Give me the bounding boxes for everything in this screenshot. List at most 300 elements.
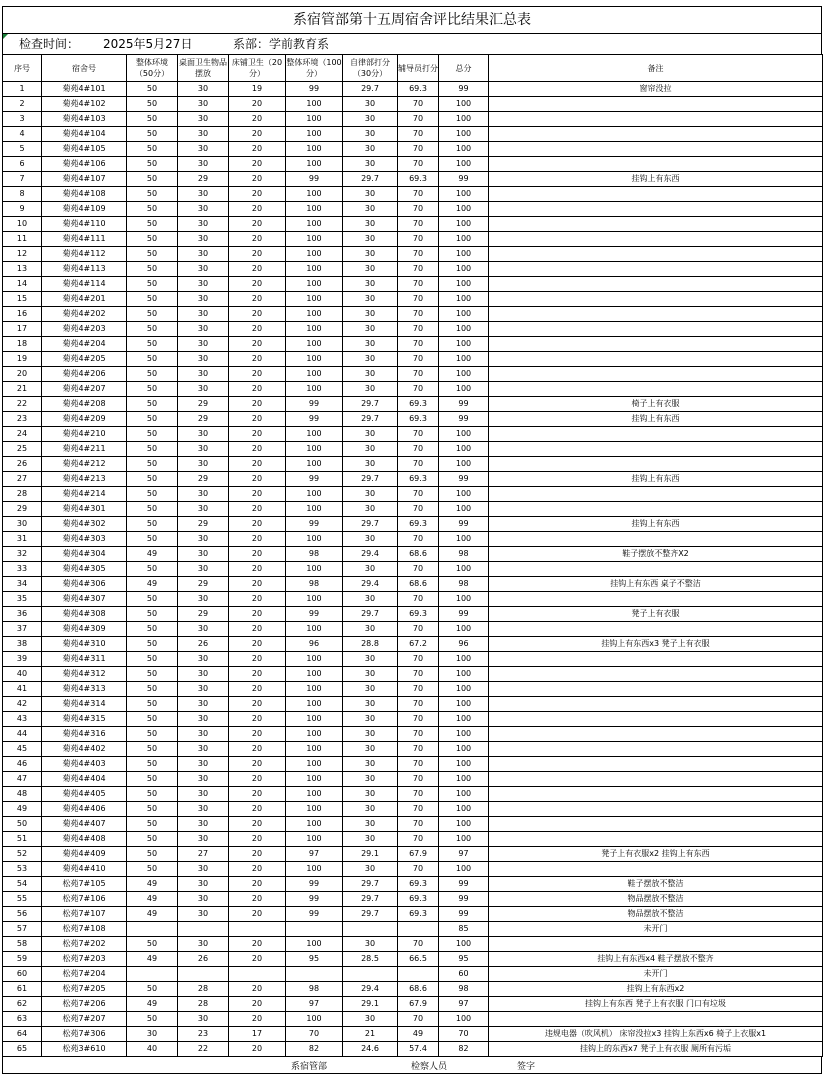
table-row xyxy=(3,622,823,637)
cell-index: 35 xyxy=(3,592,42,607)
cell-remarks xyxy=(489,217,823,232)
cell-remarks xyxy=(489,787,823,802)
cell-overall: 100 xyxy=(286,367,343,382)
cell-index: 36 xyxy=(3,607,42,622)
cell-bed: 20 xyxy=(229,307,286,322)
cell-counselor: 70 xyxy=(398,532,439,547)
table-row xyxy=(3,982,823,997)
cell-environment: 50 xyxy=(127,742,178,757)
cell-discipline: 29.7 xyxy=(343,472,398,487)
cell-room: 松苑7#204 xyxy=(42,967,127,982)
spreadsheet xyxy=(2,6,822,1074)
cell-room: 菊苑4#409 xyxy=(42,847,127,862)
cell-counselor: 57.4 xyxy=(398,1042,439,1057)
cell-remarks xyxy=(489,442,823,457)
cell-room: 菊苑4#203 xyxy=(42,322,127,337)
cell-environment: 49 xyxy=(127,547,178,562)
cell-index: 62 xyxy=(3,997,42,1012)
info-row xyxy=(2,33,822,54)
cell-environment: 50 xyxy=(127,487,178,502)
cell-remarks: 物品摆放不整洁 xyxy=(489,907,823,922)
cell-discipline: 30 xyxy=(343,382,398,397)
cell-discipline: 30 xyxy=(343,532,398,547)
cell-desk: 29 xyxy=(178,472,229,487)
cell-environment: 50 xyxy=(127,862,178,877)
cell-desk: 30 xyxy=(178,562,229,577)
cell-counselor: 70 xyxy=(398,427,439,442)
cell-environment: 50 xyxy=(127,802,178,817)
cell-desk: 30 xyxy=(178,187,229,202)
cell-desk: 30 xyxy=(178,442,229,457)
cell-total: 100 xyxy=(439,97,489,112)
cell-remarks xyxy=(489,532,823,547)
cell-bed: 20 xyxy=(229,487,286,502)
cell-environment: 50 xyxy=(127,352,178,367)
cell-counselor: 70 xyxy=(398,307,439,322)
cell-index: 37 xyxy=(3,622,42,637)
cell-bed: 20 xyxy=(229,697,286,712)
cell-overall: 100 xyxy=(286,97,343,112)
cell-total: 100 xyxy=(439,502,489,517)
cell-index: 28 xyxy=(3,487,42,502)
cell-environment: 50 xyxy=(127,382,178,397)
cell-total: 100 xyxy=(439,112,489,127)
cell-bed: 20 xyxy=(229,577,286,592)
cell-environment: 50 xyxy=(127,592,178,607)
cell-bed: 20 xyxy=(229,397,286,412)
cell-index: 41 xyxy=(3,682,42,697)
cell-remarks xyxy=(489,862,823,877)
cell-bed: 20 xyxy=(229,562,286,577)
cell-desk: 30 xyxy=(178,232,229,247)
cell-remarks: 挂钩上有东西x2 xyxy=(489,982,823,997)
cell-remarks: 挂钩上有东西 xyxy=(489,472,823,487)
cell-counselor: 70 xyxy=(398,742,439,757)
cell-index: 59 xyxy=(3,952,42,967)
cell-remarks xyxy=(489,112,823,127)
cell-remarks xyxy=(489,97,823,112)
cell-total: 99 xyxy=(439,82,489,97)
cell-desk: 30 xyxy=(178,217,229,232)
cell-remarks xyxy=(489,832,823,847)
cell-environment: 50 xyxy=(127,502,178,517)
cell-desk: 30 xyxy=(178,622,229,637)
cell-overall: 98 xyxy=(286,982,343,997)
cell-discipline: 29.7 xyxy=(343,907,398,922)
header-index: 序号 xyxy=(3,55,42,82)
cell-remarks: 挂钩上有东西 xyxy=(489,172,823,187)
cell-overall: 100 xyxy=(286,142,343,157)
cell-total: 100 xyxy=(439,682,489,697)
cell-counselor: 70 xyxy=(398,322,439,337)
cell-room: 菊苑4#113 xyxy=(42,262,127,277)
cell-desk: 30 xyxy=(178,202,229,217)
cell-room: 松苑7#106 xyxy=(42,892,127,907)
cell-room: 菊苑4#410 xyxy=(42,862,127,877)
cell-total: 100 xyxy=(439,307,489,322)
cell-remarks xyxy=(489,622,823,637)
cell-environment: 50 xyxy=(127,832,178,847)
cell-discipline: 30 xyxy=(343,487,398,502)
cell-index: 6 xyxy=(3,157,42,172)
cell-total: 96 xyxy=(439,637,489,652)
cell-overall: 100 xyxy=(286,247,343,262)
cell-remarks: 挂钩上有东西 桌子不整洁 xyxy=(489,577,823,592)
cell-overall: 100 xyxy=(286,817,343,832)
cell-counselor: 68.6 xyxy=(398,577,439,592)
cell-room: 菊苑4#110 xyxy=(42,217,127,232)
cell-environment: 50 xyxy=(127,532,178,547)
cell-remarks xyxy=(489,652,823,667)
cell-overall: 100 xyxy=(286,502,343,517)
cell-index: 21 xyxy=(3,382,42,397)
cell-desk: 30 xyxy=(178,802,229,817)
cell-remarks: 凳子上有衣服x2 挂钩上有东西 xyxy=(489,847,823,862)
cell-bed: 20 xyxy=(229,142,286,157)
table-row xyxy=(3,757,823,772)
cell-index: 60 xyxy=(3,967,42,982)
cell-environment: 50 xyxy=(127,937,178,952)
cell-room: 菊苑4#205 xyxy=(42,352,127,367)
cell-total: 99 xyxy=(439,172,489,187)
cell-discipline: 29.1 xyxy=(343,847,398,862)
cell-total: 100 xyxy=(439,742,489,757)
cell-counselor: 69.3 xyxy=(398,82,439,97)
table-row xyxy=(3,367,823,382)
cell-desk: 27 xyxy=(178,847,229,862)
cell-room: 松苑7#107 xyxy=(42,907,127,922)
cell-total: 100 xyxy=(439,802,489,817)
cell-counselor: 70 xyxy=(398,592,439,607)
cell-room: 菊苑4#313 xyxy=(42,682,127,697)
table-row xyxy=(3,862,823,877)
cell-bed: 20 xyxy=(229,277,286,292)
cell-total: 100 xyxy=(439,592,489,607)
cell-environment xyxy=(127,922,178,937)
cell-discipline: 29.7 xyxy=(343,397,398,412)
cell-bed: 20 xyxy=(229,832,286,847)
cell-counselor: 70 xyxy=(398,352,439,367)
header-bed: 床铺卫生（20分） xyxy=(229,55,286,82)
cell-remarks xyxy=(489,1012,823,1027)
table-row xyxy=(3,877,823,892)
cell-discipline: 28.8 xyxy=(343,637,398,652)
header-row xyxy=(3,55,823,82)
table-row xyxy=(3,817,823,832)
cell-environment: 49 xyxy=(127,877,178,892)
cell-room: 菊苑4#112 xyxy=(42,247,127,262)
cell-counselor: 69.3 xyxy=(398,877,439,892)
cell-environment: 50 xyxy=(127,367,178,382)
header-counselor: 辅导员打分 xyxy=(398,55,439,82)
cell-overall: 100 xyxy=(286,457,343,472)
cell-index: 52 xyxy=(3,847,42,862)
cell-index: 34 xyxy=(3,577,42,592)
cell-discipline: 30 xyxy=(343,457,398,472)
cell-overall: 97 xyxy=(286,997,343,1012)
cell-counselor: 70 xyxy=(398,367,439,382)
cell-index: 54 xyxy=(3,877,42,892)
cell-environment: 50 xyxy=(127,82,178,97)
table-row xyxy=(3,907,823,922)
cell-environment: 50 xyxy=(127,142,178,157)
header-total: 总分 xyxy=(439,55,489,82)
cell-total: 100 xyxy=(439,427,489,442)
cell-counselor: 70 xyxy=(398,727,439,742)
table-row xyxy=(3,157,823,172)
cell-environment: 50 xyxy=(127,757,178,772)
cell-overall: 100 xyxy=(286,667,343,682)
cell-room: 菊苑4#305 xyxy=(42,562,127,577)
cell-index: 29 xyxy=(3,502,42,517)
cell-room: 菊苑4#303 xyxy=(42,532,127,547)
cell-discipline: 29.4 xyxy=(343,577,398,592)
cell-bed: 20 xyxy=(229,127,286,142)
table-row xyxy=(3,967,823,982)
cell-index: 19 xyxy=(3,352,42,367)
cell-desk: 30 xyxy=(178,1012,229,1027)
cell-discipline: 29.7 xyxy=(343,82,398,97)
cell-overall: 100 xyxy=(286,232,343,247)
table-row xyxy=(3,382,823,397)
cell-total: 98 xyxy=(439,547,489,562)
cell-room: 菊苑4#316 xyxy=(42,727,127,742)
cell-index: 23 xyxy=(3,412,42,427)
cell-index: 5 xyxy=(3,142,42,157)
table-row xyxy=(3,952,823,967)
cell-discipline: 29.7 xyxy=(343,517,398,532)
cell-index: 32 xyxy=(3,547,42,562)
cell-counselor: 70 xyxy=(398,862,439,877)
cell-discipline: 30 xyxy=(343,712,398,727)
table-row xyxy=(3,727,823,742)
cell-desk: 30 xyxy=(178,907,229,922)
cell-remarks xyxy=(489,202,823,217)
cell-index: 14 xyxy=(3,277,42,292)
cell-counselor: 70 xyxy=(398,337,439,352)
cell-bed: 20 xyxy=(229,787,286,802)
table-row xyxy=(3,277,823,292)
cell-discipline: 30 xyxy=(343,682,398,697)
cell-discipline: 30 xyxy=(343,562,398,577)
cell-discipline: 29.7 xyxy=(343,877,398,892)
table-row xyxy=(3,997,823,1012)
cell-room: 菊苑4#312 xyxy=(42,667,127,682)
cell-environment: 50 xyxy=(127,847,178,862)
cell-total: 100 xyxy=(439,232,489,247)
cell-discipline: 30 xyxy=(343,652,398,667)
cell-desk: 29 xyxy=(178,577,229,592)
cell-room: 菊苑4#302 xyxy=(42,517,127,532)
cell-remarks xyxy=(489,247,823,262)
cell-room: 松苑7#207 xyxy=(42,1012,127,1027)
cell-total: 70 xyxy=(439,1027,489,1042)
cell-desk: 26 xyxy=(178,637,229,652)
cell-overall: 99 xyxy=(286,607,343,622)
cell-total: 60 xyxy=(439,967,489,982)
cell-overall: 100 xyxy=(286,562,343,577)
cell-overall: 99 xyxy=(286,517,343,532)
cell-desk: 30 xyxy=(178,817,229,832)
cell-bed: 20 xyxy=(229,202,286,217)
cell-desk: 30 xyxy=(178,667,229,682)
cell-room: 菊苑4#315 xyxy=(42,712,127,727)
cell-environment xyxy=(127,967,178,982)
cell-index: 43 xyxy=(3,712,42,727)
cell-remarks xyxy=(489,367,823,382)
cell-discipline: 30 xyxy=(343,667,398,682)
cell-index: 64 xyxy=(3,1027,42,1042)
header-discipline: 自律部打分（30分） xyxy=(343,55,398,82)
cell-overall: 100 xyxy=(286,427,343,442)
cell-remarks xyxy=(489,232,823,247)
cell-overall: 100 xyxy=(286,727,343,742)
cell-bed: 19 xyxy=(229,82,286,97)
cell-room: 菊苑4#111 xyxy=(42,232,127,247)
cell-desk: 30 xyxy=(178,82,229,97)
cell-room: 松苑7#105 xyxy=(42,877,127,892)
cell-remarks xyxy=(489,592,823,607)
cell-desk: 30 xyxy=(178,787,229,802)
check-time-label: 检查时间： xyxy=(19,37,80,51)
table-row xyxy=(3,322,823,337)
cell-environment: 50 xyxy=(127,817,178,832)
cell-bed: 20 xyxy=(229,727,286,742)
cell-total: 100 xyxy=(439,322,489,337)
cell-overall: 100 xyxy=(286,337,343,352)
cell-overall: 100 xyxy=(286,697,343,712)
cell-remarks xyxy=(489,937,823,952)
cell-index: 47 xyxy=(3,772,42,787)
cell-bed: 20 xyxy=(229,892,286,907)
cell-counselor: 70 xyxy=(398,682,439,697)
cell-desk: 30 xyxy=(178,457,229,472)
cell-remarks: 违规电器（吹风机） 床帘没拉x3 挂钩上东西x6 椅子上衣服x1 xyxy=(489,1027,823,1042)
cell-bed: 20 xyxy=(229,667,286,682)
cell-index: 24 xyxy=(3,427,42,442)
cell-bed: 20 xyxy=(229,757,286,772)
cell-environment: 50 xyxy=(127,667,178,682)
table-row xyxy=(3,397,823,412)
table-row xyxy=(3,607,823,622)
cell-desk: 30 xyxy=(178,322,229,337)
table-row xyxy=(3,337,823,352)
cell-counselor: 70 xyxy=(398,382,439,397)
cell-bed: 17 xyxy=(229,1027,286,1042)
cell-marker-icon xyxy=(3,34,8,39)
cell-desk: 29 xyxy=(178,172,229,187)
cell-room: 菊苑4#407 xyxy=(42,817,127,832)
cell-index: 50 xyxy=(3,817,42,832)
cell-counselor: 70 xyxy=(398,787,439,802)
cell-total: 100 xyxy=(439,352,489,367)
cell-remarks xyxy=(489,697,823,712)
cell-room: 菊苑4#210 xyxy=(42,427,127,442)
cell-desk: 30 xyxy=(178,292,229,307)
cell-remarks xyxy=(489,262,823,277)
table-row xyxy=(3,412,823,427)
cell-total: 100 xyxy=(439,862,489,877)
check-time-value: 2025年5月27日 xyxy=(103,37,193,51)
cell-total: 100 xyxy=(439,157,489,172)
cell-index: 16 xyxy=(3,307,42,322)
cell-counselor: 67.9 xyxy=(398,997,439,1012)
table-row xyxy=(3,787,823,802)
cell-index: 9 xyxy=(3,202,42,217)
cell-bed: 20 xyxy=(229,247,286,262)
cell-desk: 30 xyxy=(178,277,229,292)
cell-desk: 23 xyxy=(178,1027,229,1042)
table-row xyxy=(3,292,823,307)
cell-counselor: 69.3 xyxy=(398,397,439,412)
cell-room: 菊苑4#106 xyxy=(42,157,127,172)
cell-total: 100 xyxy=(439,667,489,682)
cell-overall: 100 xyxy=(286,187,343,202)
cell-room: 菊苑4#304 xyxy=(42,547,127,562)
cell-overall: 99 xyxy=(286,472,343,487)
cell-total: 97 xyxy=(439,997,489,1012)
cell-counselor: 70 xyxy=(398,832,439,847)
cell-counselor: 70 xyxy=(398,142,439,157)
cell-discipline: 30 xyxy=(343,112,398,127)
score-table xyxy=(2,54,823,1057)
cell-index: 31 xyxy=(3,532,42,547)
cell-room: 菊苑4#114 xyxy=(42,277,127,292)
cell-total: 100 xyxy=(439,1012,489,1027)
cell-bed xyxy=(229,922,286,937)
cell-environment: 50 xyxy=(127,97,178,112)
cell-counselor: 68.6 xyxy=(398,982,439,997)
cell-counselor: 70 xyxy=(398,622,439,637)
table-row xyxy=(3,592,823,607)
table-row xyxy=(3,427,823,442)
table-row xyxy=(3,502,823,517)
cell-discipline: 29.7 xyxy=(343,412,398,427)
cell-bed xyxy=(229,967,286,982)
cell-discipline: 30 xyxy=(343,127,398,142)
cell-environment: 50 xyxy=(127,322,178,337)
cell-bed: 20 xyxy=(229,772,286,787)
cell-counselor: 70 xyxy=(398,217,439,232)
cell-desk: 30 xyxy=(178,97,229,112)
cell-index: 11 xyxy=(3,232,42,247)
cell-desk: 29 xyxy=(178,607,229,622)
cell-desk: 30 xyxy=(178,247,229,262)
cell-total: 100 xyxy=(439,832,489,847)
cell-environment: 49 xyxy=(127,997,178,1012)
cell-discipline: 30 xyxy=(343,307,398,322)
cell-discipline: 30 xyxy=(343,757,398,772)
cell-bed: 20 xyxy=(229,517,286,532)
cell-overall: 98 xyxy=(286,577,343,592)
cell-total: 100 xyxy=(439,712,489,727)
cell-index: 48 xyxy=(3,787,42,802)
cell-bed: 20 xyxy=(229,292,286,307)
cell-overall: 100 xyxy=(286,127,343,142)
cell-remarks: 物品摆放不整洁 xyxy=(489,892,823,907)
cell-room: 松苑7#205 xyxy=(42,982,127,997)
table-row xyxy=(3,832,823,847)
table-row xyxy=(3,547,823,562)
cell-environment: 50 xyxy=(127,517,178,532)
cell-room: 菊苑4#406 xyxy=(42,802,127,817)
cell-counselor: 70 xyxy=(398,442,439,457)
cell-discipline: 30 xyxy=(343,622,398,637)
cell-desk: 30 xyxy=(178,307,229,322)
cell-room: 菊苑4#207 xyxy=(42,382,127,397)
cell-index: 3 xyxy=(3,112,42,127)
cell-environment: 50 xyxy=(127,277,178,292)
